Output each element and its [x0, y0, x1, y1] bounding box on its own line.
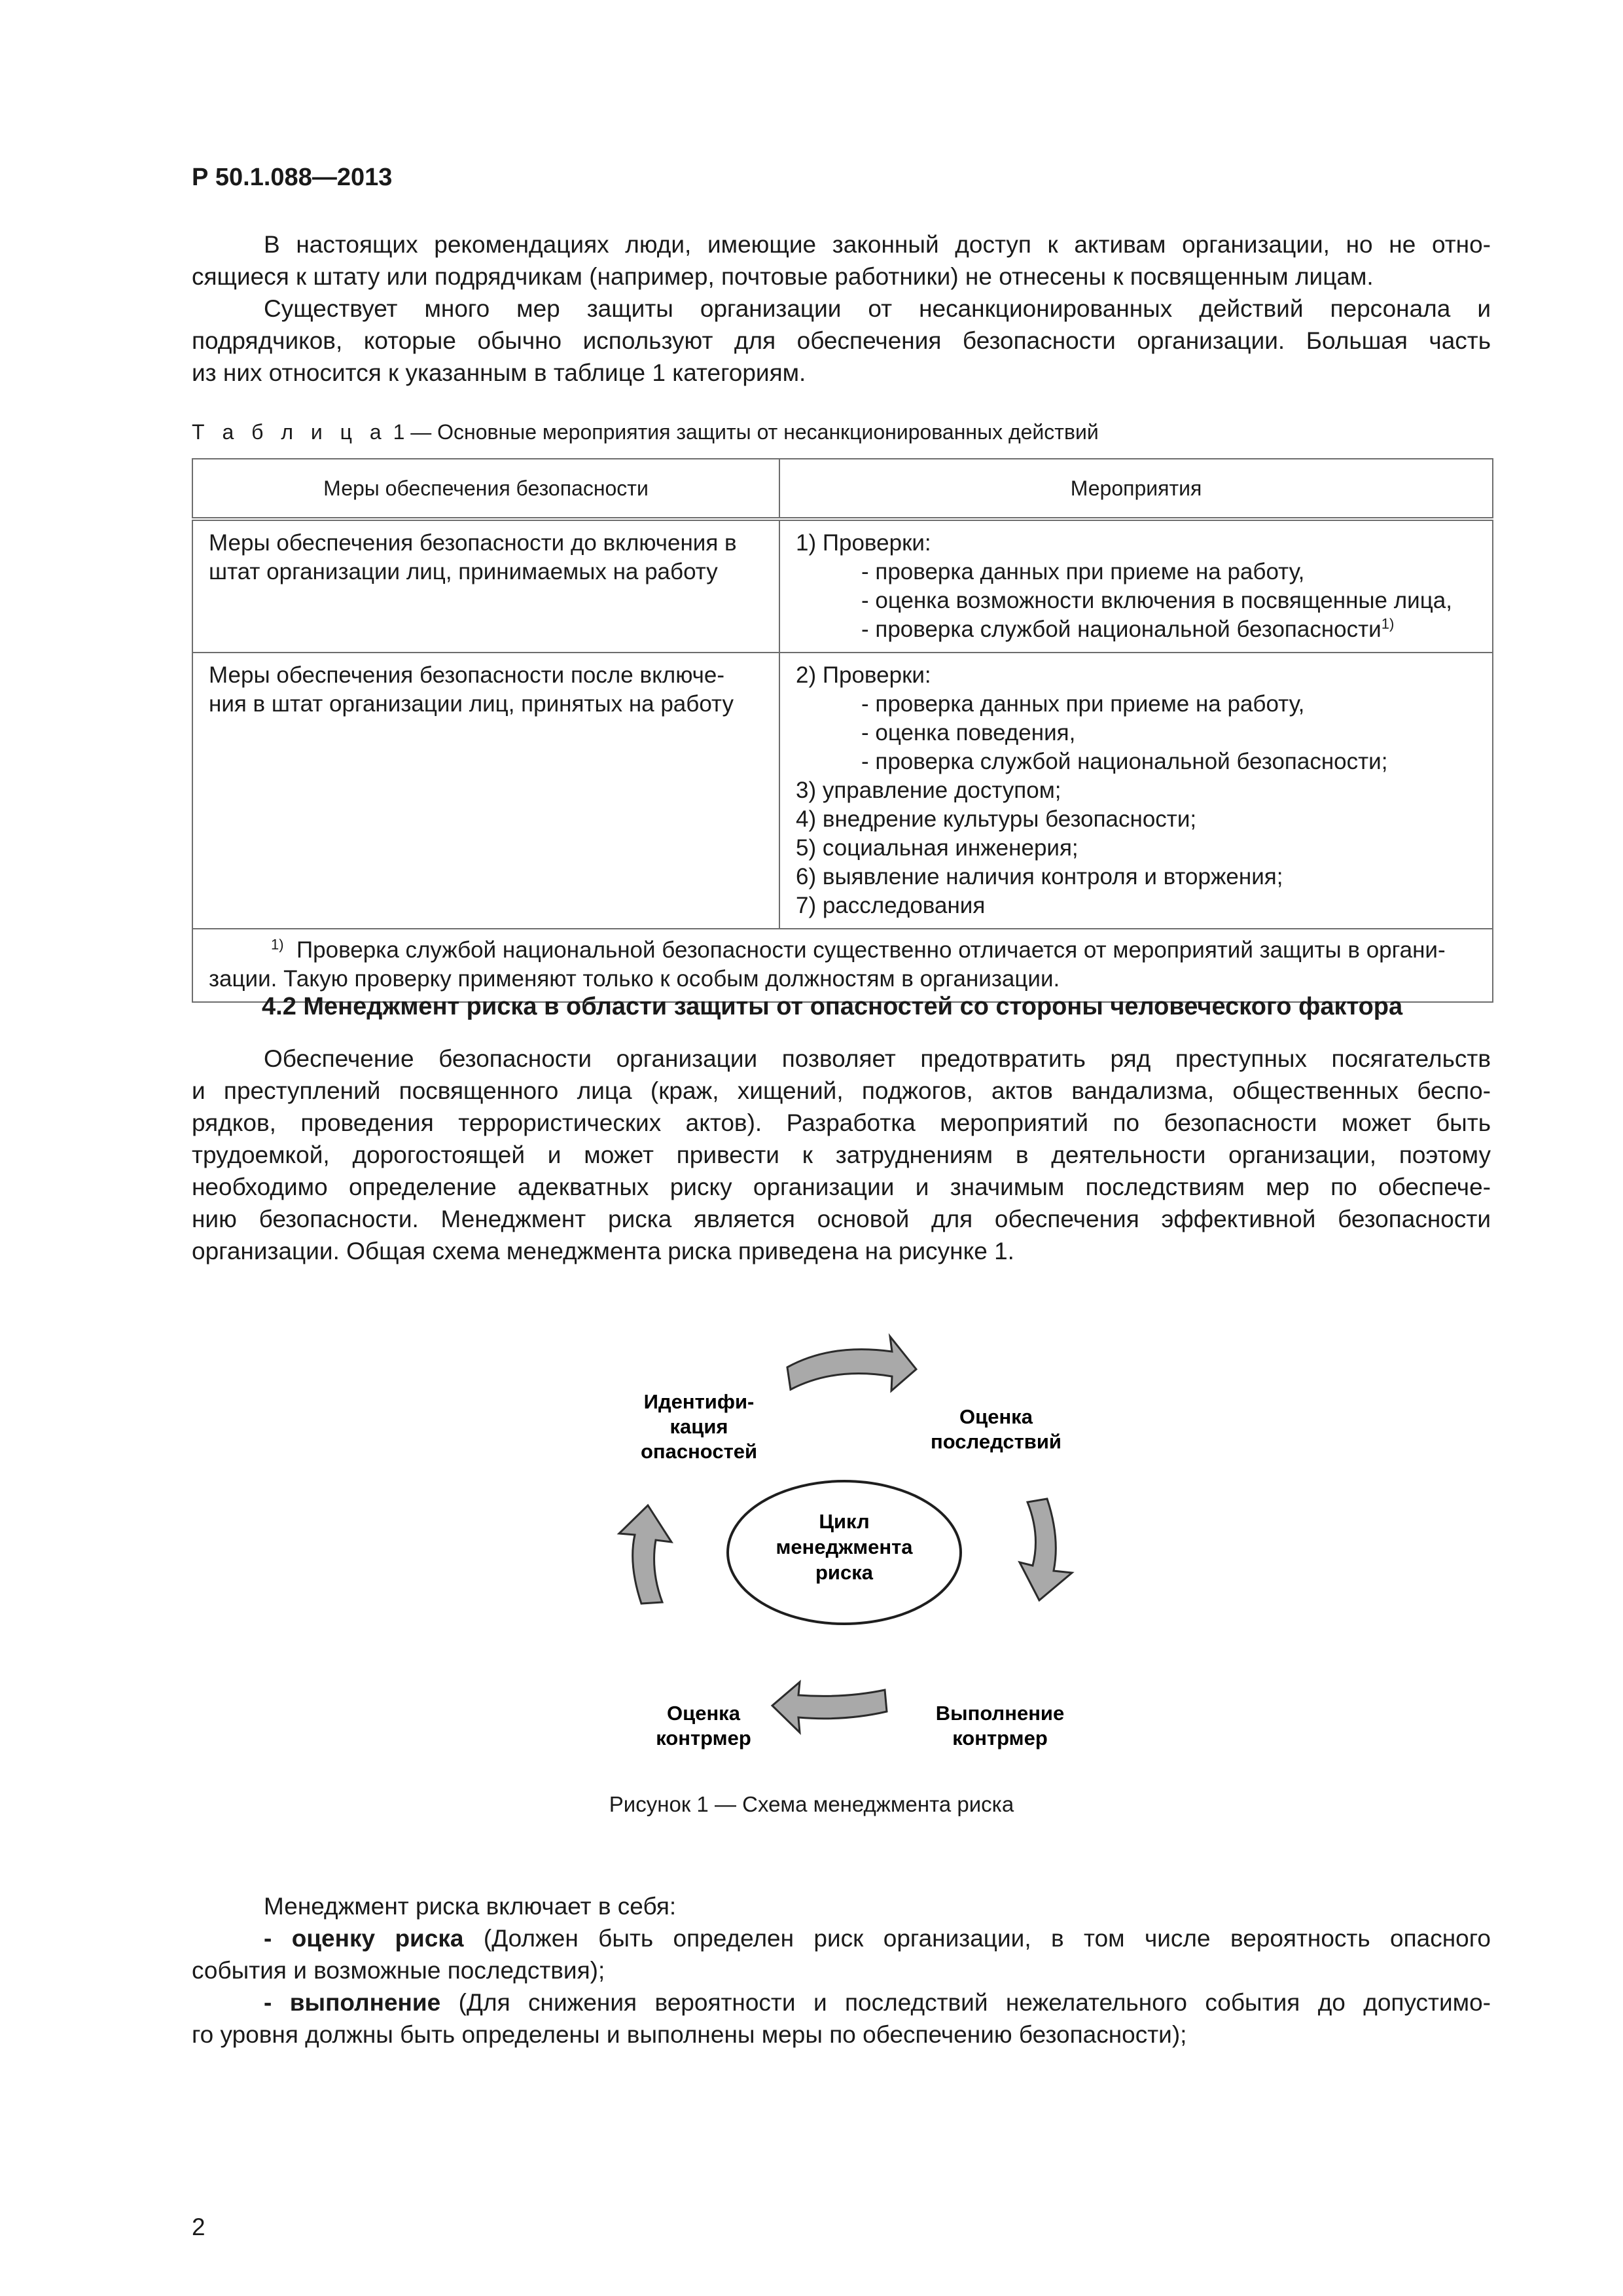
text-line: события и возможные последствия);	[192, 1957, 605, 1984]
activity-item: 5) социальная инженерия;	[796, 835, 1079, 861]
text-line: Менеджмент риска включает в себя:	[264, 1893, 677, 1920]
text-line: го уровня должны быть определены и выполнены меры по обеспечению безопасности);	[192, 2021, 1187, 2048]
label-hazard-identification: опасностей	[640, 1440, 758, 1463]
figure-caption: Рисунок 1 — Схема менеджмента риска	[609, 1792, 1014, 1816]
column-header-measures: Меры обеспечения безопасности	[192, 459, 779, 519]
text-line: и преступлений посвященного лица (краж, хищений, поджогов, актов вандализма, общественных беспо-	[192, 1077, 1491, 1104]
text-line: Существует много мер защиты организации от несанкционированных действий персонала и	[264, 295, 1491, 322]
table-cell-measure	[192, 653, 779, 929]
label-consequence-assessment: Оценка	[959, 1405, 1033, 1428]
after-paragraph	[192, 1890, 1491, 2051]
cell-line: Меры обеспечения безопасности после включе-	[209, 662, 725, 688]
intro-paragraph-2	[192, 293, 1491, 389]
text-line: подрядчиков, которые обычно используют для обеспечения безопасности организации. Большая часть	[192, 327, 1491, 354]
text-line: Обеспечение безопасности организации позволяет предотвратить ряд преступных посягательств	[264, 1045, 1491, 1072]
activity-subitem: - проверка данных при приеме на работу,	[861, 559, 1305, 584]
label-hazard-identification: Идентифи-	[643, 1390, 755, 1413]
table-cell-activities	[779, 653, 1493, 929]
activity-item: 3) управление доступом;	[796, 778, 1061, 803]
center-label-line: риска	[815, 1561, 873, 1584]
subitem-text: - проверка службой национальной безопасности	[861, 617, 1382, 642]
label-countermeasure-execution: Выполнение	[935, 1702, 1065, 1725]
activity-item: 4) внедрение культуры безопасности;	[796, 806, 1197, 832]
table-cell-measure	[192, 519, 779, 653]
activity-subitem	[796, 615, 1478, 644]
page-number: 2	[192, 2214, 205, 2240]
bullet-term: - оценку риска	[264, 1925, 464, 1952]
text-line: необходимо определение адекватных риску организации и значимым последствиям мер по обеспече-	[192, 1174, 1491, 1200]
cell-line: Меры обеспечения безопасности до включения в	[209, 530, 737, 556]
table-cell-activities	[779, 519, 1493, 653]
activity-subitem: - оценка поведения,	[861, 720, 1076, 745]
table-row	[192, 519, 1493, 653]
text-line: рядков, проведения террористических актов). Разработка мероприятий по безопасности может быть	[192, 1109, 1491, 1136]
text-line: трудоемкой, дорогостоящей и может привести к затруднениям в деятельности организации, поэтому	[192, 1141, 1491, 1168]
bullet-line	[192, 1922, 1491, 1954]
text-line: из них относится к указанным в таблице 1 категориям.	[192, 359, 806, 386]
arrow-left-up	[619, 1505, 671, 1604]
table-caption-text: 1 — Основные мероприятия защиты от несанкционированных действий	[387, 420, 1099, 444]
arrow-bottom-left	[772, 1682, 887, 1732]
text-line: В настоящих рекомендациях люди, имеющие законный доступ к активам организации, но не отно-	[264, 231, 1491, 258]
center-label-line: менеджмента	[776, 1535, 913, 1558]
label-consequence-assessment: последствий	[931, 1430, 1061, 1453]
footnote-text: Проверка службой национальной безопасности существенно отличается от мероприятий защиты в органи-	[296, 937, 1446, 963]
label-hazard-identification: кация	[669, 1415, 728, 1438]
center-label-line: Цикл	[819, 1510, 870, 1533]
document-header: Р 50.1.088—2013	[192, 164, 393, 191]
table-row	[192, 653, 1493, 929]
table-footnote-row	[192, 929, 1493, 1002]
footnote-text: зации. Такую проверку применяют только к особым должностям в организации.	[209, 966, 1060, 992]
label-countermeasure-execution: контрмер	[952, 1727, 1048, 1749]
arrow-right-down	[1020, 1499, 1072, 1600]
text-line: организации. Общая схема менеджмента риска приведена на рисунке 1.	[192, 1238, 1014, 1265]
text-line: нию безопасности. Менеджмент риска является основой для обеспечения эффективной безопасности	[192, 1206, 1491, 1232]
risk-cycle-diagram	[589, 1316, 1099, 1774]
section-title: 4.2 Менеджмент риска в области защиты от опасностей со стороны человеческого фактора	[262, 993, 1403, 1020]
intro-paragraph-1	[192, 228, 1491, 293]
cell-line: ния в штат организации лиц, принятых на работу	[209, 691, 734, 717]
table-caption-prefix: Т а б л и ц а	[192, 420, 387, 444]
activity-subitem: - проверка службой национальной безопасности;	[861, 749, 1388, 774]
table-caption	[192, 420, 1099, 444]
bullet-text: (Должен быть определен риск организации, в том числе вероятность опасного	[463, 1925, 1491, 1952]
table-header-row	[192, 459, 1493, 519]
activity-item: 7) расследования	[796, 893, 986, 918]
label-countermeasure-assessment: Оценка	[667, 1702, 740, 1725]
footnote-marker: 1)	[271, 936, 284, 953]
activity-item: 1) Проверки:	[796, 530, 931, 556]
activity-item: 2) Проверки:	[796, 662, 931, 688]
column-header-activities: Мероприятия	[779, 459, 1493, 519]
section-paragraph	[192, 1043, 1491, 1267]
bullet-line	[192, 1986, 1491, 2018]
footnote-marker: 1)	[1381, 615, 1395, 632]
bullet-text: (Для снижения вероятности и последствий нежелательного события до допустимо-	[440, 1989, 1491, 2016]
arrow-top-right	[787, 1336, 916, 1391]
activity-subitem: - оценка возможности включения в посвященные лица,	[861, 588, 1452, 613]
cell-line: штат организации лиц, принимаемых на работу	[209, 559, 718, 584]
activity-subitem: - проверка данных при приеме на работу,	[861, 691, 1305, 717]
label-countermeasure-assessment: контрмер	[656, 1727, 751, 1749]
text-line: сящиеся к штату или подрядчикам (например, почтовые работники) не отнесены к посвященным лицам.	[192, 263, 1374, 290]
table-footnote	[192, 929, 1493, 1002]
measures-table	[192, 458, 1493, 1003]
activity-item: 6) выявление наличия контроля и вторжения;	[796, 864, 1283, 889]
bullet-term: - выполнение	[264, 1989, 441, 2016]
